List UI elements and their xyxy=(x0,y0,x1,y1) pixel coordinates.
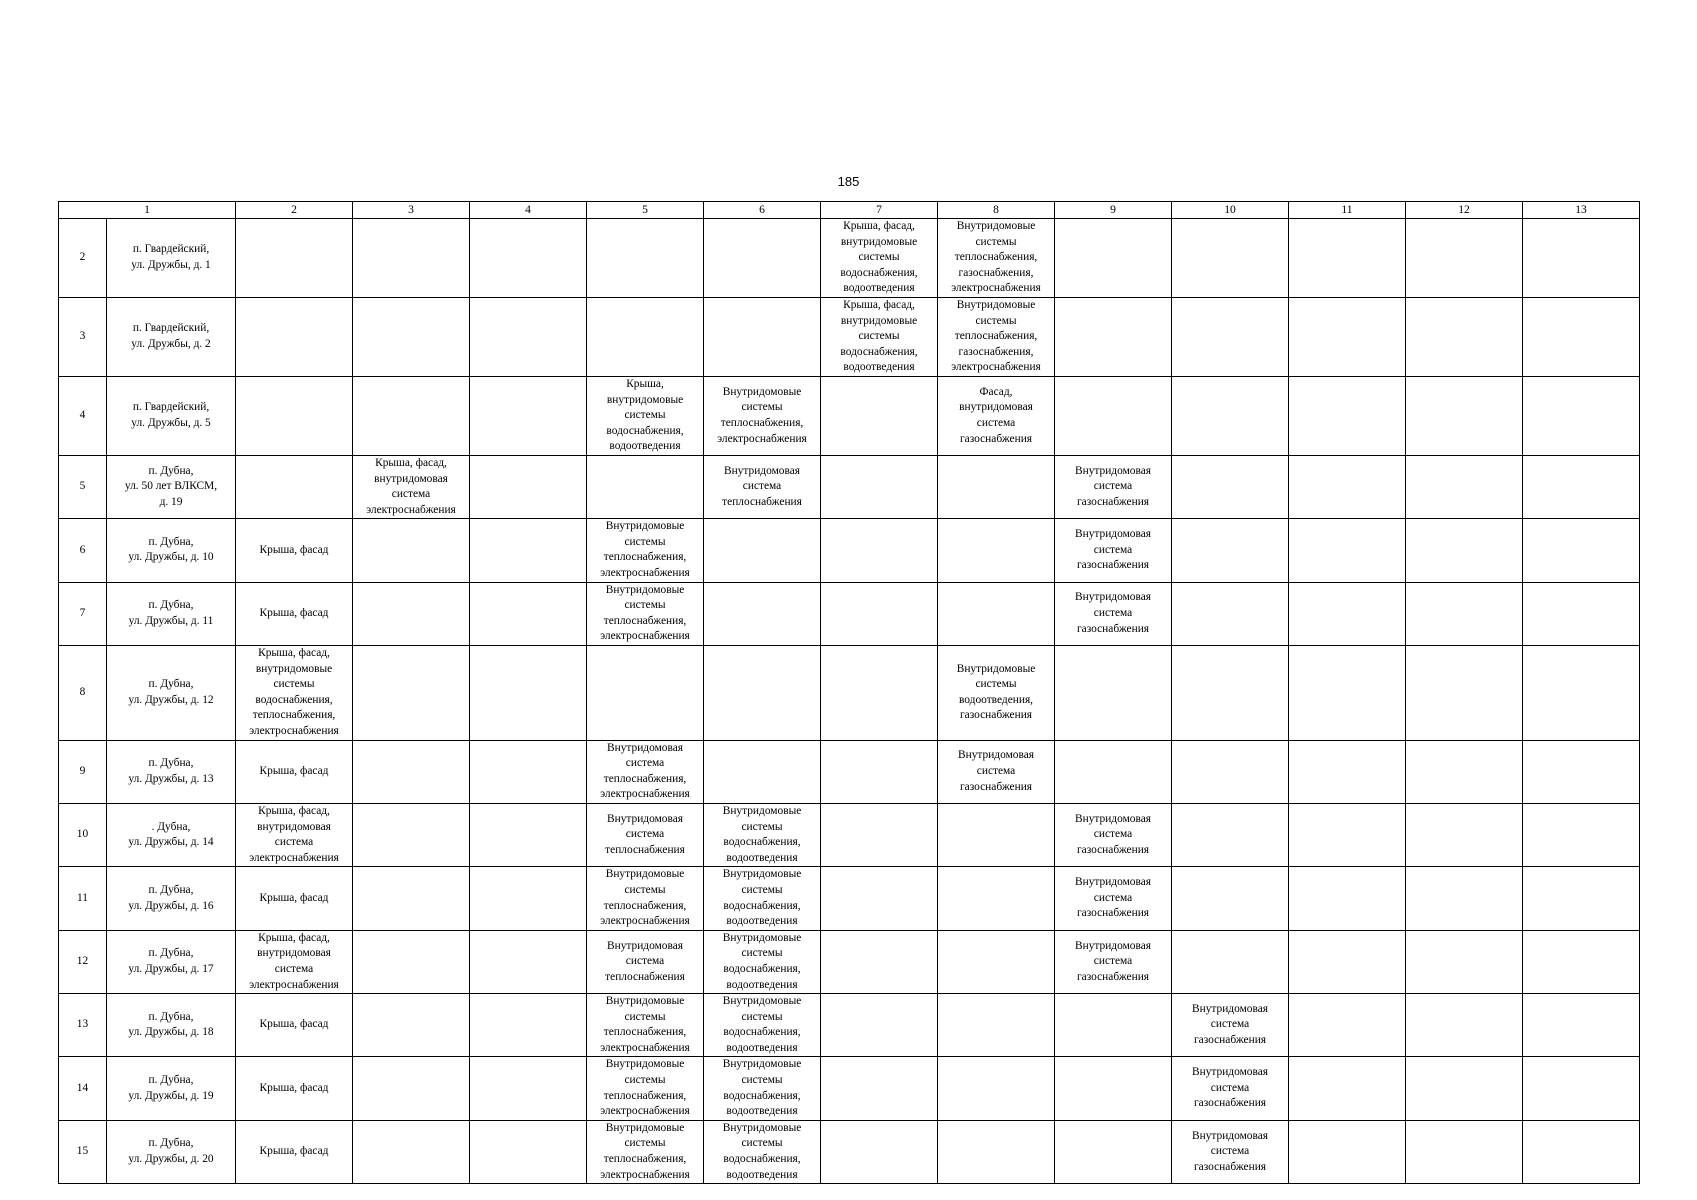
table-cell xyxy=(1523,646,1640,741)
table-cell xyxy=(704,994,821,1057)
table-cell xyxy=(470,297,587,376)
table-cell xyxy=(1172,803,1289,866)
address-cell xyxy=(107,867,236,930)
table-cell xyxy=(353,582,470,645)
table-cell xyxy=(470,582,587,645)
cell-text: Внутридомовые системы водоснабжения, водоотведения xyxy=(722,868,802,928)
table-cell xyxy=(1523,455,1640,518)
cell-text: Внутридомовая система газоснабжения xyxy=(1192,1129,1269,1173)
table-cell xyxy=(1523,1120,1640,1183)
column-header-13: 13 xyxy=(1523,202,1640,219)
row-number: 4 xyxy=(59,376,107,455)
table-cell xyxy=(1172,519,1289,582)
table-cell xyxy=(938,582,1055,645)
column-header-6: 6 xyxy=(704,202,821,219)
repair-schedule-table xyxy=(58,201,1640,1184)
table-cell xyxy=(1523,930,1640,993)
table-cell xyxy=(1406,297,1523,376)
cell-text: Крыша, внутридомовые системы водоснабжения, водоотведения xyxy=(606,377,684,453)
cell-text: Внутридомовые системы водоотведения, газоснабжения xyxy=(956,662,1036,722)
table-cell xyxy=(353,519,470,582)
table-cell xyxy=(1406,803,1523,866)
table-cell xyxy=(1406,994,1523,1057)
column-header-10: 10 xyxy=(1172,202,1289,219)
table-cell xyxy=(1289,867,1406,930)
table-cell xyxy=(1172,455,1289,518)
cell-text: Крыша, фасад, внутридомовые системы водоснабжения, водоотведения xyxy=(840,220,918,295)
row-number: 14 xyxy=(59,1057,107,1120)
table-cell xyxy=(821,1057,938,1120)
table-cell xyxy=(1523,1057,1640,1120)
table-cell xyxy=(470,930,587,993)
table-cell xyxy=(470,867,587,930)
table-cell xyxy=(1523,867,1640,930)
table-cell xyxy=(704,455,821,518)
table-cell xyxy=(470,646,587,741)
address-cell xyxy=(107,455,236,518)
table-cell xyxy=(353,219,470,298)
table-cell xyxy=(1055,646,1172,741)
table-cell xyxy=(353,930,470,993)
table-cell xyxy=(1523,519,1640,582)
table-cell xyxy=(1055,297,1172,376)
table-cell xyxy=(1523,803,1640,866)
table-row xyxy=(59,1057,1640,1120)
table-cell xyxy=(587,930,704,993)
table-cell xyxy=(587,1057,704,1120)
cell-text: Внутридомовая система газоснабжения xyxy=(1075,939,1152,983)
table-cell xyxy=(1289,519,1406,582)
table-cell xyxy=(938,519,1055,582)
table-cell xyxy=(938,376,1055,455)
cell-text: Крыша, фасад, внутридомовая система электроснабжения xyxy=(249,931,339,991)
table-cell xyxy=(704,297,821,376)
table-cell xyxy=(704,376,821,455)
cell-text: Внутридомовые системы водоснабжения, водоотведения xyxy=(722,1121,802,1181)
table-cell xyxy=(704,1057,821,1120)
table-cell xyxy=(1172,740,1289,803)
table-cell xyxy=(1055,376,1172,455)
address-text: п. Дубна, ул. Дружбы, д. 12 xyxy=(128,678,214,706)
cell-text: Внутридомовая система газоснабжения xyxy=(1075,876,1152,920)
table-cell xyxy=(236,219,353,298)
address-cell xyxy=(107,376,236,455)
address-text: п. Дубна, ул. Дружбы, д. 10 xyxy=(128,535,214,564)
cell-text: Внутридомовая система теплоснабжения xyxy=(605,939,685,983)
table-cell xyxy=(938,867,1055,930)
table-cell xyxy=(704,803,821,866)
table-cell xyxy=(704,519,821,582)
table-cell xyxy=(353,740,470,803)
table-cell xyxy=(821,519,938,582)
cell-text: Внутридомовая система газоснабжения xyxy=(1192,1002,1269,1047)
address-text: п. Дубна, ул. Дружбы, д. 13 xyxy=(128,757,214,785)
table-cell xyxy=(353,1120,470,1183)
table-cell xyxy=(353,297,470,376)
table-cell xyxy=(938,994,1055,1057)
cell-text: Внутридомовые системы теплоснабжения, электроснабжения xyxy=(600,868,690,928)
table-cell xyxy=(1172,1057,1289,1120)
table-cell xyxy=(1406,519,1523,582)
table-cell xyxy=(1406,646,1523,741)
cell-text: Крыша, фасад xyxy=(259,543,329,556)
table-cell xyxy=(236,297,353,376)
table-cell xyxy=(236,646,353,741)
table-cell xyxy=(236,519,353,582)
table-cell xyxy=(1406,1120,1523,1183)
address-cell xyxy=(107,219,236,298)
table-cell xyxy=(587,740,704,803)
column-header-11: 11 xyxy=(1289,202,1406,219)
table-row xyxy=(59,219,1640,298)
table-cell xyxy=(1523,740,1640,803)
header-row xyxy=(59,202,1640,219)
row-number: 7 xyxy=(59,582,107,645)
table-cell xyxy=(1055,1057,1172,1120)
table-cell xyxy=(1172,297,1289,376)
table-cell xyxy=(1172,376,1289,455)
table-cell xyxy=(353,867,470,930)
table-cell xyxy=(236,803,353,866)
table-cell xyxy=(1289,740,1406,803)
table-cell xyxy=(1289,994,1406,1057)
table-cell xyxy=(1406,582,1523,645)
table-cell xyxy=(1055,867,1172,930)
table-row xyxy=(59,867,1640,930)
table-cell xyxy=(938,646,1055,741)
cell-text: Внутридомовые системы водоснабжения, водоотведения xyxy=(722,1058,802,1118)
address-cell xyxy=(107,1057,236,1120)
address-cell xyxy=(107,297,236,376)
table-cell xyxy=(1289,455,1406,518)
table-cell xyxy=(353,646,470,741)
address-cell xyxy=(107,646,236,741)
table-cell xyxy=(938,1057,1055,1120)
table-cell xyxy=(1055,582,1172,645)
table-cell xyxy=(1289,1120,1406,1183)
table-row xyxy=(59,930,1640,993)
table-cell xyxy=(1172,582,1289,645)
table-cell xyxy=(587,867,704,930)
cell-text: Крыша, фасад, внутридомовая система электроснабжения xyxy=(249,804,339,864)
table-cell xyxy=(704,740,821,803)
table-row xyxy=(59,740,1640,803)
table-cell xyxy=(587,297,704,376)
cell-text: Фасад, внутридомовая система газоснабжения xyxy=(959,385,1033,445)
column-header-3: 3 xyxy=(353,202,470,219)
table-row xyxy=(59,455,1640,518)
table-cell xyxy=(821,930,938,993)
column-header-12: 12 xyxy=(1406,202,1523,219)
cell-text: Внутридомовые системы теплоснабжения, газоснабжения, электроснабжения xyxy=(951,220,1041,295)
table-cell xyxy=(1289,1057,1406,1120)
address-text: п. Дубна, ул. Дружбы, д. 17 xyxy=(128,947,214,975)
address-cell xyxy=(107,740,236,803)
cell-text: Внутридомовые системы водоснабжения, водоотведения xyxy=(722,804,802,864)
table-cell xyxy=(236,740,353,803)
table-cell xyxy=(821,219,938,298)
table-cell xyxy=(704,219,821,298)
address-text: п. Дубна, ул. 50 лет ВЛКСМ, д. 19 xyxy=(124,464,218,508)
cell-text: Внутридомовые системы теплоснабжения, электроснабжения xyxy=(600,520,690,580)
table-cell xyxy=(236,930,353,993)
cell-text: Крыша, фасад xyxy=(259,1145,329,1158)
cell-text: Крыша, фасад xyxy=(259,607,329,620)
table-cell xyxy=(353,376,470,455)
cell-text: Внутридомовая система газоснабжения xyxy=(1075,528,1152,572)
column-header-2: 2 xyxy=(236,202,353,219)
table-cell xyxy=(1055,1120,1172,1183)
table-cell xyxy=(587,219,704,298)
address-cell xyxy=(107,1120,236,1183)
table-cell xyxy=(470,740,587,803)
row-number: 12 xyxy=(59,930,107,993)
table-cell xyxy=(353,455,470,518)
table-cell xyxy=(704,646,821,741)
cell-text: Внутридомовые системы водоснабжения, водоотведения xyxy=(722,995,802,1054)
row-number: 8 xyxy=(59,646,107,741)
cell-text: Внутридомовые системы теплоснабжения, газоснабжения, электроснабжения xyxy=(951,298,1041,374)
column-header-5: 5 xyxy=(587,202,704,219)
address-text: п. Гвардейский, ул. Дружбы, д. 5 xyxy=(131,401,211,429)
cell-text: Крыша, фасад, внутридомовые системы водоснабжения, теплоснабжения, электроснабжения xyxy=(249,647,339,737)
address-text: п. Дубна, ул. Дружбы, д. 18 xyxy=(128,1010,214,1039)
column-header-7: 7 xyxy=(821,202,938,219)
table-cell xyxy=(1172,219,1289,298)
cell-text: Внутридомовая система теплоснабжения xyxy=(722,464,802,508)
table-cell xyxy=(470,219,587,298)
table-cell xyxy=(236,376,353,455)
table-cell xyxy=(236,1120,353,1183)
row-number: 9 xyxy=(59,740,107,803)
table-cell xyxy=(1406,867,1523,930)
cell-text: Крыша, фасад xyxy=(259,1018,329,1031)
cell-text: Крыша, фасад xyxy=(259,891,329,904)
table-cell xyxy=(1406,930,1523,993)
table-row xyxy=(59,803,1640,866)
table-cell xyxy=(236,867,353,930)
table-cell xyxy=(1289,376,1406,455)
table-cell xyxy=(704,930,821,993)
address-text: п. Дубна, ул. Дружбы, д. 20 xyxy=(128,1137,214,1166)
address-text: п. Дубна, ул. Дружбы, д. 11 xyxy=(128,599,214,627)
table-cell xyxy=(1523,376,1640,455)
table-cell xyxy=(1055,519,1172,582)
table-cell xyxy=(236,582,353,645)
column-header-9: 9 xyxy=(1055,202,1172,219)
table-row xyxy=(59,582,1640,645)
table-cell xyxy=(1289,930,1406,993)
cell-text: Крыша, фасад, внутридомовая система электроснабжения xyxy=(366,456,456,516)
table-cell xyxy=(938,930,1055,993)
table-cell xyxy=(1289,646,1406,741)
table-cell xyxy=(704,867,821,930)
table-cell xyxy=(1172,646,1289,741)
table-cell xyxy=(821,803,938,866)
cell-text: Крыша, фасад xyxy=(259,1081,329,1094)
cell-text: Внутридомовая система газоснабжения xyxy=(1075,591,1152,635)
table-cell xyxy=(587,646,704,741)
table-cell xyxy=(821,297,938,376)
row-number: 2 xyxy=(59,219,107,298)
table-cell xyxy=(821,646,938,741)
table-cell xyxy=(1055,803,1172,866)
table-cell xyxy=(704,582,821,645)
table-cell xyxy=(938,455,1055,518)
table-cell xyxy=(1055,740,1172,803)
address-text: п. Гвардейский, ул. Дружбы, д. 1 xyxy=(131,243,211,271)
table-cell xyxy=(1055,455,1172,518)
table-cell xyxy=(587,519,704,582)
cell-text: Внутридомовая система газоснабжения xyxy=(958,749,1035,793)
address-cell xyxy=(107,803,236,866)
cell-text: Внутридомовая система газоснабжения xyxy=(1192,1066,1269,1110)
table-cell xyxy=(1406,219,1523,298)
table-cell xyxy=(938,1120,1055,1183)
table-cell xyxy=(1289,297,1406,376)
address-cell xyxy=(107,519,236,582)
table-cell xyxy=(353,803,470,866)
table-header xyxy=(59,202,1640,219)
table-cell xyxy=(1406,376,1523,455)
table-cell xyxy=(821,867,938,930)
page-number: 185 xyxy=(837,174,860,189)
row-number: 15 xyxy=(59,1120,107,1183)
table-cell xyxy=(1523,297,1640,376)
cell-text: Внутридомовая система теплоснабжения, электроснабжения xyxy=(600,741,690,801)
cell-text: Внутридомовые системы теплоснабжения, электроснабжения xyxy=(717,385,807,445)
table-cell xyxy=(1406,455,1523,518)
column-header-4: 4 xyxy=(470,202,587,219)
table-cell xyxy=(938,803,1055,866)
table-row xyxy=(59,519,1640,582)
table-cell xyxy=(938,297,1055,376)
address-text: . Дубна, ул. Дружбы, д. 14 xyxy=(128,820,214,849)
table-cell xyxy=(587,1120,704,1183)
table-cell xyxy=(236,455,353,518)
table-body xyxy=(59,219,1640,1184)
table-cell xyxy=(821,376,938,455)
table-cell xyxy=(821,740,938,803)
table-cell xyxy=(587,803,704,866)
row-number: 11 xyxy=(59,867,107,930)
cell-text: Внутридомовые системы теплоснабжения, электроснабжения xyxy=(600,583,690,643)
row-number: 5 xyxy=(59,455,107,518)
table-cell xyxy=(1523,219,1640,298)
address-cell xyxy=(107,582,236,645)
table-row xyxy=(59,376,1640,455)
table-cell xyxy=(587,582,704,645)
table-cell xyxy=(1172,994,1289,1057)
column-header-1: 1 xyxy=(59,202,236,219)
table-cell xyxy=(470,1120,587,1183)
table-row xyxy=(59,297,1640,376)
table-cell xyxy=(821,582,938,645)
cell-text: Крыша, фасад, внутридомовые системы водоснабжения, водоотведения xyxy=(840,298,918,374)
table-cell xyxy=(1055,930,1172,993)
table-cell xyxy=(1172,867,1289,930)
column-header-8: 8 xyxy=(938,202,1055,219)
table-cell xyxy=(470,376,587,455)
table-cell xyxy=(1406,740,1523,803)
table-cell xyxy=(470,994,587,1057)
cell-text: Крыша, фасад xyxy=(259,764,329,777)
address-text: п. Дубна, ул. Дружбы, д. 19 xyxy=(128,1074,214,1102)
table-row xyxy=(59,1120,1640,1183)
table-cell xyxy=(587,994,704,1057)
table-cell xyxy=(1523,994,1640,1057)
table-row xyxy=(59,646,1640,741)
row-number: 10 xyxy=(59,803,107,866)
table-cell xyxy=(821,455,938,518)
table-cell xyxy=(938,740,1055,803)
table-cell xyxy=(1055,219,1172,298)
row-number: 6 xyxy=(59,519,107,582)
cell-text: Внутридомовая система газоснабжения xyxy=(1075,464,1152,508)
table-row xyxy=(59,994,1640,1057)
table-cell xyxy=(470,803,587,866)
table-cell xyxy=(587,376,704,455)
address-text: п. Гвардейский, ул. Дружбы, д. 2 xyxy=(131,322,211,350)
table-cell xyxy=(470,1057,587,1120)
cell-text: Внутридомовые системы теплоснабжения, электроснабжения xyxy=(600,995,690,1054)
table-cell xyxy=(1289,219,1406,298)
address-cell xyxy=(107,930,236,993)
cell-text: Внутридомовые системы теплоснабжения, электроснабжения xyxy=(600,1121,690,1181)
table-cell xyxy=(1172,1120,1289,1183)
cell-text: Внутридомовая система газоснабжения xyxy=(1075,812,1152,856)
cell-text: Внутридомовая система теплоснабжения xyxy=(605,812,685,856)
table-cell xyxy=(236,994,353,1057)
table-cell xyxy=(353,994,470,1057)
table-cell xyxy=(821,1120,938,1183)
address-cell xyxy=(107,994,236,1057)
table-cell xyxy=(704,1120,821,1183)
table-cell xyxy=(1406,1057,1523,1120)
cell-text: Внутридомовые системы водоснабжения, водоотведения xyxy=(722,931,802,991)
table-cell xyxy=(1289,803,1406,866)
table-cell xyxy=(938,219,1055,298)
table-cell xyxy=(1172,930,1289,993)
table-cell xyxy=(821,994,938,1057)
table-cell xyxy=(470,455,587,518)
table-cell xyxy=(353,1057,470,1120)
table-cell xyxy=(1523,582,1640,645)
table-cell xyxy=(1055,994,1172,1057)
row-number: 13 xyxy=(59,994,107,1057)
cell-text: Внутридомовые системы теплоснабжения, электроснабжения xyxy=(600,1058,690,1118)
table-cell xyxy=(236,1057,353,1120)
row-number: 3 xyxy=(59,297,107,376)
table-cell xyxy=(587,455,704,518)
table-cell xyxy=(1289,582,1406,645)
table-cell xyxy=(470,519,587,582)
address-text: п. Дубна, ул. Дружбы, д. 16 xyxy=(128,883,214,912)
